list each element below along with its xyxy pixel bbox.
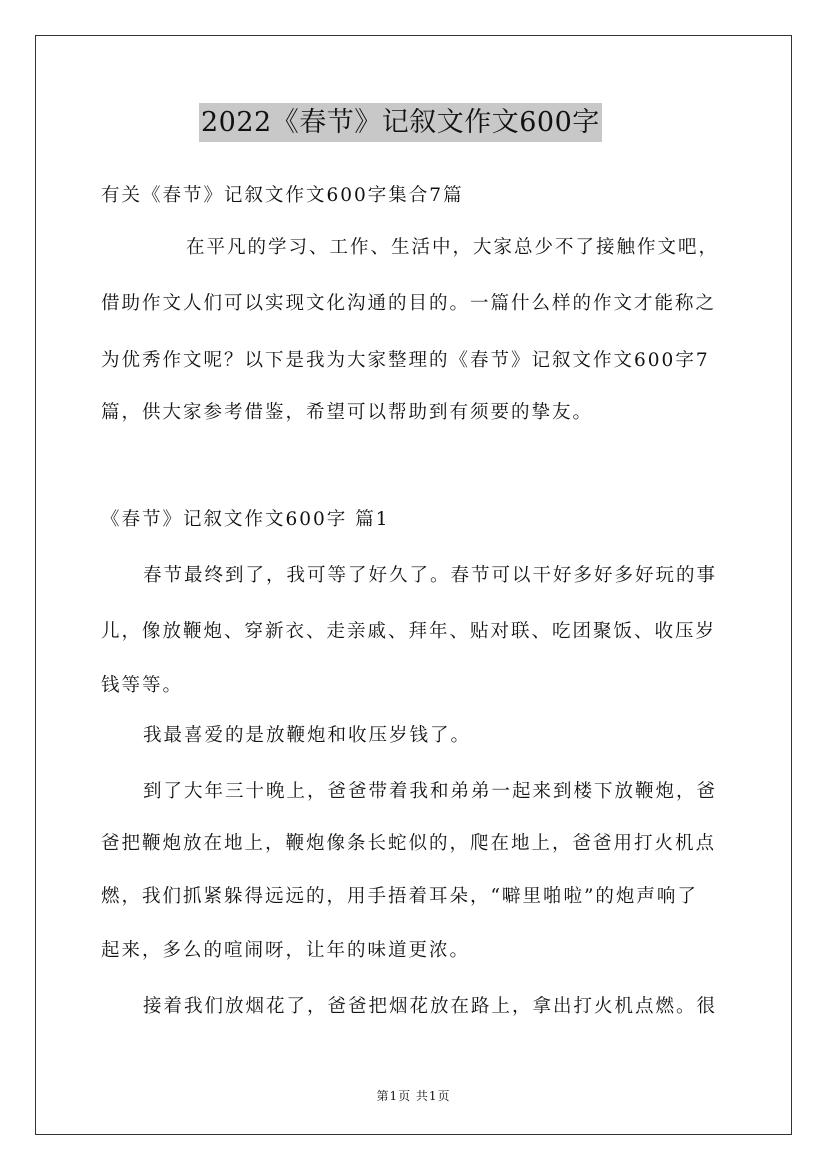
intro-line: 为优秀作文呢？以下是我为大家整理的《春节》记叙文作文600字7: [101, 350, 710, 371]
intro-line: 借助作文人们可以实现文化沟通的目的。一篇什么样的作文才能称之: [101, 293, 717, 314]
paragraph-line: 接着我们放烟花了，爸爸把烟花放在路上，拿出打火机点燃。很: [143, 996, 718, 1017]
paragraph-line: 起来，多么的喧闹呀，让年的味道更浓。: [101, 940, 471, 961]
intro-line: 篇，供大家参考借鉴，希望可以帮助到有须要的挚友。: [101, 402, 594, 423]
section-heading: 《春节》记叙文作文600字 篇1: [101, 509, 390, 530]
paragraph-line: 春节最终到了，我可等了好久了。春节可以干好多好多好玩的事: [143, 565, 718, 586]
intro-line: 在平凡的学习、工作、生活中，大家总少不了接触作文吧，: [186, 237, 720, 258]
page-footer: 第1页 共1页: [376, 1089, 451, 1103]
document-subtitle: 有关《春节》记叙文作文600字集合7篇: [101, 185, 464, 206]
paragraph-line: 钱等等。: [101, 675, 184, 696]
paragraph-line: 儿，像放鞭炮、穿新衣、走亲戚、拜年、贴对联、吃团聚饭、收压岁: [101, 621, 717, 642]
paragraph-line: 我最喜爱的是放鞭炮和收压岁钱了。: [143, 725, 472, 746]
document-title: 2022《春节》记叙文作文600字: [199, 103, 602, 142]
paragraph-line: 燃，我们抓紧躲得远远的，用手捂着耳朵，“噼里啪啦”的炮声响了: [101, 886, 698, 907]
paragraph-line: 到了大年三十晚上，爸爸带着我和弟弟一起来到楼下放鞭炮，爸: [143, 781, 718, 802]
paragraph-line: 爸把鞭炮放在地上，鞭炮像条长蛇似的，爬在地上，爸爸用打火机点: [101, 833, 717, 854]
